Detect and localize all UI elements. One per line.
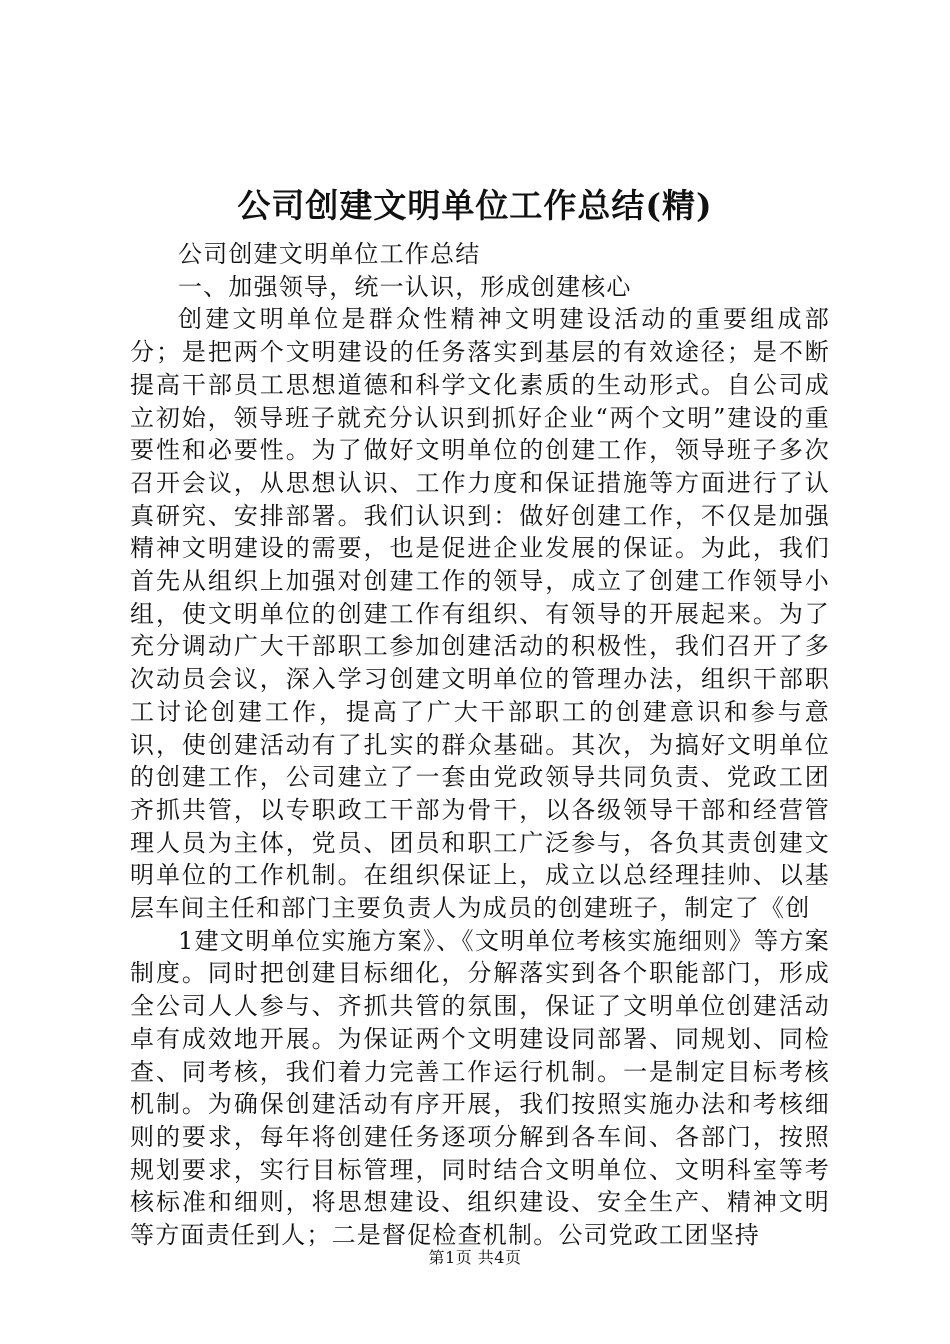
section-heading: 一、加强领导，统一认识，形成创建核心 — [178, 272, 632, 301]
subtitle-paragraph: 公司创建文明单位工作总结 — [178, 240, 481, 268]
page-title: 公司创建文明单位工作总结(精) — [237, 186, 713, 225]
body-paragraph: 1建文明单位实施方案》、《文明单位考核实施细则》等方案制度。同时把创建目标细化，分解落实到各个职能部门，形成全公司人人参与、齐抓共管的氛围，保证了文明单位创建活动卓有成效地开展。为保证两个文明建设同部署、同规划、同检查、同考核，我们着力完善工作运行机制。一是制定目标考核机制。为确保创建活动有序开展，我们按照实施办法和考核细则的要求，每年将创建任务逐项分解到各车间、各部门，按照规划要求，实行目标管理，同时结合文明单位、文明科室等考核标准和细则，将思想建设、组织建设、安全生产、精神文明等方面责任到人；二是督促检查机制。公司党政工团坚持 — [130, 926, 830, 1250]
body-paragraph: 创建文明单位是群众性精神文明建设活动的重要组成部分；是把两个文明建设的任务落实到基层的有效途径；是不断提高干部员工思想道德和科学文化素质的生动形式。自公司成立初始，领导班子就充分认识到抓好企业“两个文明”建设的重要性和必要性。为了做好文明单位的创建工作，领导班子多次召开会议，从思想认识、工作力度和保证措施等方面进行了认真研究、安排部署。我们认识到：做好创建工作，不仅是加强精神文明建设的需要，也是促进企业发展的保证。为此，我们首先从组织上加强对创建工作的领导，成立了创建工作领导小组，使文明单位的创建工作有组织、有领导的开展起来。为了充分调动广大干部职工参加创建活动的积极性，我们召开了多次动员会议，深入学习创建文明单位的管理办法，组织干部职工讨论创建工作，提高了广大干部职工的创建意识和参与意识，使创建活动有了扎实的群众基础。其次，为搞好文明单位的创建工作，公司建立了一套由党政领导共同负责、党政工团齐抓共管，以专职政工干部为骨干，以各级领导干部和经营管理人员为主体，党员、团员和职工广泛参与，各负其责创建文明单位的工作机制。在组织保证上，成立以总经理挂帅、以基层车间主任和部门主要负责人为成员的创建班子，制定了《创 — [130, 305, 830, 923]
document-body — [130, 238, 830, 1252]
page-footer: 第1页 共4页 — [428, 1248, 522, 1267]
